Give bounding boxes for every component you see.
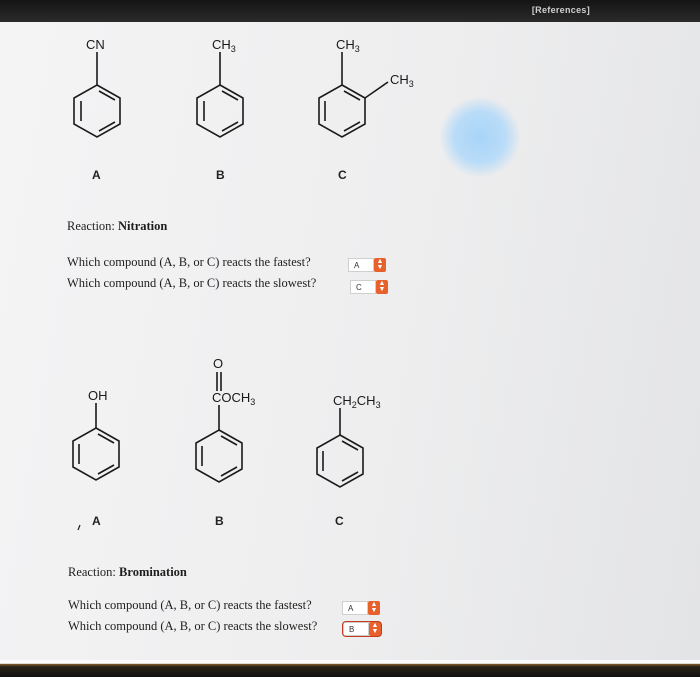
reaction-name-1: Nitration <box>118 219 168 233</box>
compound-letter-1b: B <box>216 168 225 182</box>
reaction-label-2: Reaction: <box>68 565 116 579</box>
select-value: A <box>348 258 374 272</box>
select-arrows-icon: ▲ ▼ <box>369 622 381 636</box>
question-fastest-1: Which compound (A, B, or C) reacts the fastest? <box>67 255 311 269</box>
bottom-edge <box>0 660 700 677</box>
substituent-1a: CN <box>86 37 105 52</box>
structure-2b <box>196 372 242 482</box>
compound-letter-1a: A <box>92 168 101 182</box>
compound-letter-1c: C <box>338 168 347 182</box>
substituent-2a: OH <box>88 388 108 403</box>
select-arrows-icon: ▲ ▼ <box>368 601 380 615</box>
substituent-2b: $COCH_3$ <box>212 390 256 407</box>
substituent-2c: $CH_2CH_3$ <box>333 393 381 410</box>
compound-letter-2a: A <box>92 514 101 528</box>
compound-letter-2c: C <box>335 514 344 528</box>
carbonyl-oxygen-2b: O <box>213 356 224 371</box>
fastest-select-1[interactable] <box>348 258 386 272</box>
substituent-1b: $CH_3$ <box>212 37 236 54</box>
question-slowest-2: Which compound (A, B, or C) reacts the slowest? <box>68 619 318 633</box>
reaction-line-1 <box>67 219 167 234</box>
structure-1b <box>197 52 243 137</box>
select-arrows-icon: ▲ ▼ <box>374 258 386 272</box>
reaction-name-2: Bromination <box>119 565 187 579</box>
substituent-1c-ortho: $CH_3$ <box>390 72 414 89</box>
reaction-line-2 <box>68 565 187 580</box>
select-value: C <box>350 280 376 294</box>
references-link[interactable]: [References] <box>531 5 590 15</box>
structure-1c <box>319 52 388 137</box>
fastest-select-2[interactable] <box>342 601 380 615</box>
slowest-select-1[interactable] <box>350 280 388 294</box>
compound-letter-2b: B <box>215 514 224 528</box>
select-value: B <box>343 622 369 636</box>
stray-mark <box>78 525 80 530</box>
structure-2c <box>317 408 363 487</box>
question-fastest-2: Which compound (A, B, or C) reacts the fastest? <box>68 598 312 612</box>
reaction-label-1: Reaction: <box>67 219 115 233</box>
structure-2a <box>73 403 119 480</box>
select-value: A <box>342 601 368 615</box>
substituent-1c: $CH_3$ <box>336 37 360 54</box>
slowest-select-2[interactable] <box>343 622 381 636</box>
structure-1a <box>74 52 120 137</box>
question-slowest-1: Which compound (A, B, or C) reacts the slowest? <box>67 276 317 290</box>
select-arrows-icon: ▲ ▼ <box>376 280 388 294</box>
